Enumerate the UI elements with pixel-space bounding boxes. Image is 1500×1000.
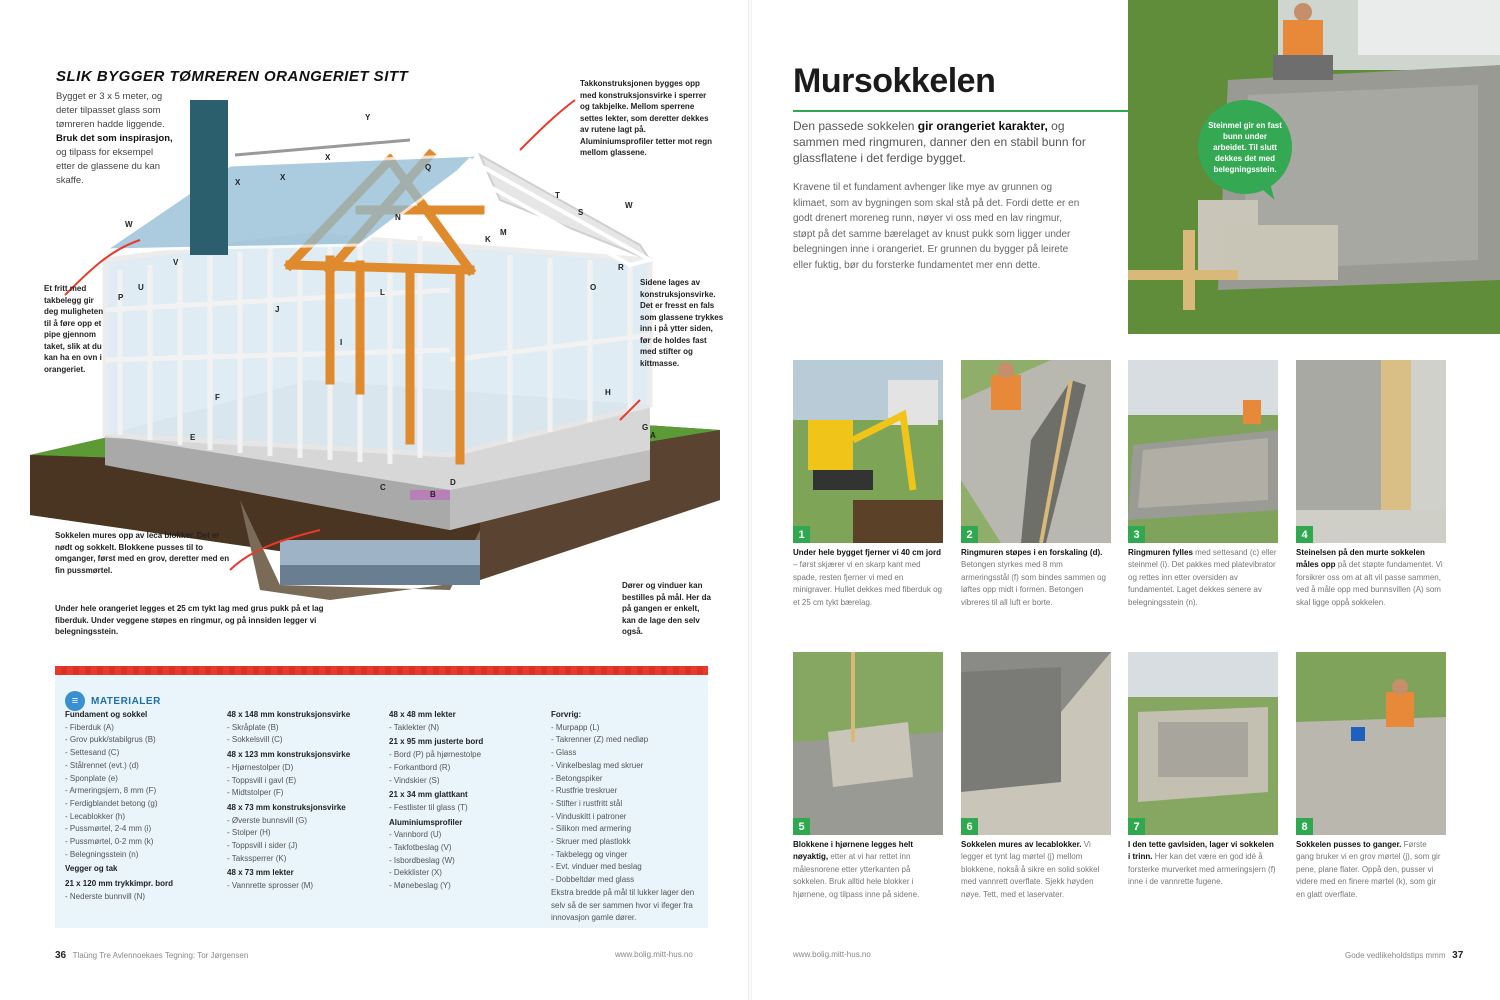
left-folio-url: www.bolig.mitt-hus.no (615, 950, 693, 959)
materials-item: - Vannbord (U) (389, 830, 442, 840)
materials-item: - Taklekter (N) (389, 722, 440, 732)
materials-group-heading: 21 x 95 mm justerte bord (389, 737, 484, 747)
materials-cart-icon: ≡ (65, 691, 85, 711)
materials-item: - Midtstolper (F) (227, 788, 284, 798)
step-2-caption: Ringmuren støpes i en forskaling (d). Betongen styrkes med 8 mm armeringsstål (f) som bindes sammen og løftes opp midt i formen. Betongen vibreres til all luft er borte. (961, 548, 1106, 607)
materials-item: - Vannrette sprosser (M) (227, 881, 314, 891)
label-b: B (430, 490, 436, 499)
materials-item: - Skråplate (B) (227, 722, 279, 732)
label-w2: W (625, 201, 633, 210)
step-5-caption: Blokkene i hjørnene legges helt nøyaktig, etter at vi har rettet inn målesnorene etter ytterkanten på sokkelen. Bruk alltid hele blokker i hjørnene, og tilpass inne på sidene. (793, 840, 920, 899)
article-body: Kravene til et fundament avhenger like mye av grunnen og klimaet, som av bygningen som skal stå på det. Fordi dette er en godt drenert moreneg runn, nøyer vi oss med en lav ringmur, støpt på det samme bærelaget av knust pukk som ligger under belegningen inne i orangeriet. Er grunnen du bygger på leirete eller fuktig, bør du forsterke fundamentet mer enn dette. (793, 182, 1080, 271)
step-8-caption: Sokkelen pusses to ganger. Første gang bruker vi en grov mørtel (j), som gir pene, plane flater. Oppå den, pusser vi videre med en finere mørtel (k), som gir en glatt overflate. (1296, 840, 1441, 899)
label-x1: X (325, 153, 331, 162)
step-7-number: 7 (1128, 818, 1145, 835)
label-c: C (380, 483, 386, 492)
materials-item: - Isbordbeslag (W) (389, 855, 455, 865)
materials-item: - Sokkelsvill (C) (227, 735, 283, 745)
materials-item: - Takbelegg og vinger (551, 849, 628, 859)
step-6-number: 6 (961, 818, 978, 835)
materials-item: - Stifter i rustfritt stål (551, 798, 623, 808)
label-j: J (275, 305, 280, 314)
step-2 (961, 360, 1111, 609)
materials-item: - Stolper (H) (227, 828, 271, 838)
step-7-caption: I den tette gavlsiden, lager vi sokkelen i trinn. Her kan det være en god idé å forsterke murverket med armeringsjern (f) inne i de vannrette fugene. (1128, 840, 1276, 887)
step-4 (1296, 360, 1446, 609)
label-m: M (500, 228, 507, 237)
label-k: K (485, 235, 491, 244)
materials-item: - Betongspiker (551, 773, 603, 783)
page-gutter (748, 0, 752, 1000)
step-8 (1296, 652, 1446, 901)
callout-walls: Sidene lages av konstruksjonsvirke. Det er fresst en fals som glassene trykkes inn i på ytter siden, før de holdes fast med stifter og kittmasse. (640, 278, 724, 368)
diagram-intro: Bygget er 3 x 5 meter, og deter tilpasset glass som tømreren hadde liggende. Bruk det som inspirasjon, og tilpass for eksempel etter de glassene du kan skaffe. (56, 91, 173, 186)
step-3-number: 3 (1128, 526, 1145, 543)
step-4-photo (1296, 360, 1446, 543)
materials-column-2 (227, 709, 387, 893)
label-l: L (380, 288, 385, 297)
materials-item: - Mønebeslag (Y) (389, 881, 451, 891)
step-1 (793, 360, 943, 609)
callout-roof-construction: Takkonstruksjonen bygges opp med konstruksjonsvirke i sperrer og takbjelke. Mellom sperrene settes lekter, som deretter dekkes av rutene lagt på. Aluminiumsprofiler tetter mot regn mellom glassene. (580, 79, 713, 157)
materials-item: Ekstra bredde på mål til lukker lager den selv så de ser sammen hvor vi ifeger fra innovasjon gamle dører. (551, 887, 695, 923)
materials-item: - Stålrennet (evt.) (d) (65, 760, 139, 770)
label-s: S (578, 208, 584, 217)
label-g: G (642, 423, 649, 432)
materials-heading: MATERIALER (91, 695, 161, 707)
materials-item: - Toppsvill i gavl (E) (227, 775, 297, 785)
label-a: A (650, 431, 656, 440)
materials-column-4 (551, 709, 701, 925)
materials-item: - Toppsvill i sider (J) (227, 841, 298, 851)
diagram-title: SLIK BYGGER TØMREREN ORANGERIET SITT (56, 68, 409, 85)
hero-bubble: Steinmel gir en fast bunn under arbeidet. Til slutt dekkes det med belegningsstein. (1198, 100, 1292, 194)
right-folio: Gode vedlikeholdstips mmm 37 (1345, 950, 1464, 961)
callout-doors: Dører og vinduer kan bestilles på mål. Her da på gangen er enkelt, kan de lage den selv også. (622, 581, 711, 636)
step-6 (961, 652, 1111, 901)
step-8-number: 8 (1296, 818, 1313, 835)
step-8-photo (1296, 652, 1446, 835)
materials-group-heading: 21 x 120 mm trykkimpr. bord (65, 879, 174, 889)
article-headline: Mursokkelen (793, 62, 996, 100)
materials-item: - Øverste bunnsvill (G) (227, 815, 308, 825)
materials-item: - Vinkelbeslag med skruer (551, 760, 644, 770)
materials-group-heading: 48 x 73 mm konstruksjonsvirke (227, 802, 346, 812)
label-o: O (590, 283, 597, 292)
left-folio: 36 Tlaüng Tre Avlennoekaes Tegning: Tor Jørgensen (55, 950, 249, 961)
label-e: E (190, 433, 196, 442)
step-3-caption: Ringmuren fylles med settesand (c) eller steinmel (i). Det pakkes med platevibrator og rettes inn etter oversiden av fundamentet. Laget dekkes senere av belegningsstein (n). (1128, 548, 1277, 607)
materials-item: - Takrenner (Z) med nedløp (551, 735, 649, 745)
materials-item: - Takssperrer (K) (227, 853, 287, 863)
hero-photo (1128, 0, 1500, 334)
materials-item: - Grov pukk/stabilgrus (B) (65, 735, 156, 745)
materials-item: - Festlister til glass (T) (389, 802, 468, 812)
materials-group-heading: Fundament og sokkel (65, 710, 148, 719)
materials-item: - Hjørnestolper (D) (227, 762, 294, 772)
materials-item: - Skruer med plastlokk (551, 837, 631, 847)
label-w1: W (125, 220, 133, 229)
materials-item: - Pussmørtel, 2-4 mm (i) (65, 824, 152, 834)
label-x3: X (280, 173, 286, 182)
label-x2: X (235, 178, 241, 187)
step-3 (1128, 360, 1278, 609)
materials-group-heading: Aluminiumsprofiler (389, 817, 463, 827)
step-1-photo (793, 360, 943, 543)
step-2-number: 2 (961, 526, 978, 543)
step-1-caption: Under hele bygget fjerner vi 40 cm jord – først skjærer vi en skarp kant med spade, resten fjerner vi med en minigraver. Hullet dekkes med fiberduk og et 25 cm tykt bærelag. (793, 548, 942, 607)
materials-group-heading: 48 x 123 mm konstruksjonsvirke (227, 750, 351, 760)
label-d: D (450, 478, 456, 487)
materials-item: - Ferdigblandet betong (g) (65, 798, 158, 808)
materials-header (65, 691, 161, 711)
step-5 (793, 652, 943, 901)
callout-roof-window: Et fritt med takbelegg gir deg muligheten til å føre opp et pipe gjennom taket, slik at du kan ha en ovn i orangeriet. (44, 284, 104, 374)
materials-top-bar (55, 666, 708, 675)
materials-group-heading: 48 x 48 mm lekter (389, 710, 456, 719)
materials-item: - Pussmørtel, 0-2 mm (k) (65, 837, 154, 847)
step-5-photo (793, 652, 943, 835)
label-r: R (618, 263, 624, 272)
materials-item: - Forkantbord (R) (389, 762, 451, 772)
materials-item: - Dekklister (X) (389, 868, 442, 878)
materials-item: - Armeringsjern, 8 mm (F) (65, 786, 157, 796)
materials-item: - Settesand (C) (65, 748, 120, 758)
label-p: P (118, 293, 124, 302)
label-h: H (605, 388, 611, 397)
step-6-caption: Sokkelen mures av lecablokker. Vi legger et tynt lag mørtel (j) mellom blokkene, nokså å sikre en solid sokkel med vannrett overflate. Sjekk høyden nøye. Tett, med et laservater. (961, 840, 1100, 899)
step-5-number: 5 (793, 818, 810, 835)
step-2-photo (961, 360, 1111, 543)
step-4-number: 4 (1296, 526, 1313, 543)
materials-group-heading: 21 x 34 mm glattkant (389, 790, 468, 800)
step-7-photo (1128, 652, 1278, 835)
materials-item: - Sponplate (e) (65, 773, 118, 783)
label-v: V (173, 258, 179, 267)
materials-group-heading: Vegger og tak (65, 864, 118, 874)
materials-box (55, 666, 708, 928)
step-1-number: 1 (793, 526, 810, 543)
materials-group-heading: 48 x 148 mm konstruksjonsvirke (227, 710, 351, 719)
label-u: U (138, 283, 144, 292)
materials-column-3 (389, 709, 544, 893)
materials-item: - Evt. vinduer med beslag (551, 862, 642, 872)
materials-item: - Nederste bunnvill (N) (65, 891, 146, 901)
label-f: F (215, 393, 220, 402)
materials-item: - Vinduskitt i patroner (551, 811, 627, 821)
label-y: Y (365, 113, 371, 122)
materials-item: - Fiberduk (A) (65, 722, 114, 732)
callout-plinth: Sokkelen mures opp av leca blokker. Det er nødt og sokkelt. Blokkene pusses til to omganger, først med en grov, deretter med en fin pussmørtel. (55, 531, 230, 575)
materials-item: - Vindskier (S) (389, 775, 440, 785)
article-lead: Den passede sokkelen gir orangeriet karakter, og sammen med ringmuren, danner den en stabil bunn for glassflatene i det ferdige bygget. (793, 119, 1086, 165)
materials-group-heading: Forvrig: (551, 710, 582, 719)
label-i: I (340, 338, 343, 347)
label-t: T (555, 191, 560, 200)
step-6-photo (961, 652, 1111, 835)
materials-item: - Lecablokker (h) (65, 811, 126, 821)
step-7 (1128, 652, 1278, 889)
right-folio-url: www.bolig.mitt-hus.no (793, 950, 871, 959)
materials-group-heading: 48 x 73 mm lekter (227, 868, 294, 878)
materials-item: - Bord (P) på hjørnestolpe (389, 750, 482, 760)
label-n: N (395, 213, 401, 222)
materials-item: - Glass (551, 748, 577, 758)
callout-floor: Under hele orangeriet legges et 25 cm tykt lag med grus pukk på et lag fiberduk. Under veggene støpes en ringmur, og på innsiden legger vi belegningsstein. (55, 604, 324, 636)
materials-column-1 (65, 709, 225, 904)
materials-item: - Murpapp (L) (551, 722, 600, 732)
materials-item: - Rustfrie treskruer (551, 786, 618, 796)
materials-item: - Belegningsstein (n) (65, 849, 139, 859)
materials-item: - Takfotbeslag (V) (389, 843, 452, 853)
materials-item: - Silikon med armering (551, 824, 632, 834)
step-4-caption: Steinelsen på den murte sokkelen måles opp på det støpte fundamentet. Vi forsikrer oss om at alt vil passe sammen, ved å måle opp med bunnsvillen (A) som skal ligge oppå sokkelen. (1296, 548, 1443, 607)
label-q: Q (425, 163, 432, 172)
headline-rule (793, 110, 1128, 112)
step-3-photo (1128, 360, 1278, 543)
materials-item: - Dobbeltdør med glass (551, 875, 635, 885)
